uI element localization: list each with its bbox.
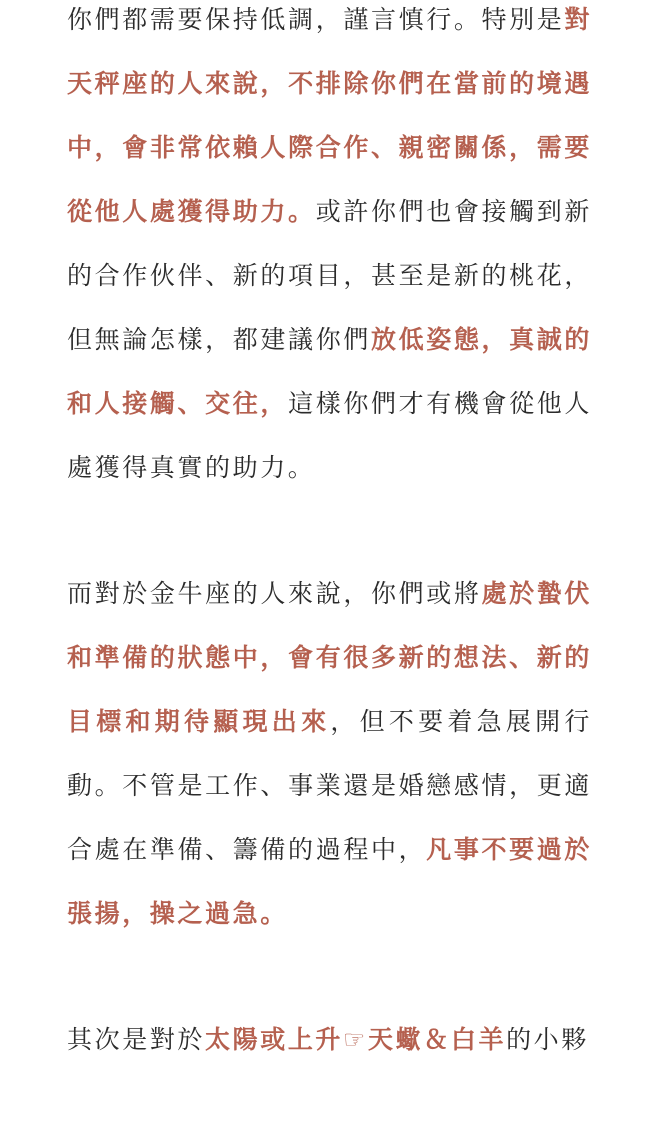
highlight-taurus-state: 處於蟄伏和準備的狀態中，會有很多新的想法、新的目標和期待顯現出來 bbox=[67, 579, 592, 736]
text-segment: 其次是對於 bbox=[67, 1025, 206, 1054]
highlight-taurus-advice: 凡事不要過於張揚，操之過急。 bbox=[67, 835, 592, 928]
pointing-hand-icon: ☞ bbox=[343, 1025, 369, 1054]
paragraph-libra bbox=[67, 0, 592, 500]
text-segment: 這樣你們才有機會從他人處獲得真實的助力。 bbox=[67, 389, 592, 482]
paragraph-taurus bbox=[67, 562, 592, 946]
text-segment: 而對於金牛座的人來說，你們或將 bbox=[67, 579, 482, 608]
highlight-libra-reliance: 對天秤座的人來說，不排除你們在當前的境遇中，會非常依賴人際合作、親密關係，需要從他人處獲得助力。 bbox=[67, 5, 592, 226]
highlight-scorpio-aries: 天蠍＆白羊 bbox=[368, 1025, 507, 1054]
highlight-sun-rising: 太陽或上升 bbox=[205, 1025, 344, 1054]
text-segment: ，但不要着急展開行動。不管是工作、事業還是婚戀感情，更適合處在準備、籌備的過程中， bbox=[67, 707, 592, 864]
text-segment: 你們都需要保持低調，謹言慎行。特別是 bbox=[67, 5, 565, 34]
highlight-libra-advice: 放低姿態，真誠的和人接觸、交往， bbox=[67, 325, 592, 418]
article-body bbox=[67, 0, 592, 1134]
text-segment: 的小夥 bbox=[506, 1025, 589, 1054]
text-segment: 或許你們也會接觸到新的合作伙伴、新的項目，甚至是新的桃花，但無論怎樣，都建議你們 bbox=[67, 197, 592, 354]
paragraph-scorpio-aries bbox=[67, 1008, 592, 1072]
